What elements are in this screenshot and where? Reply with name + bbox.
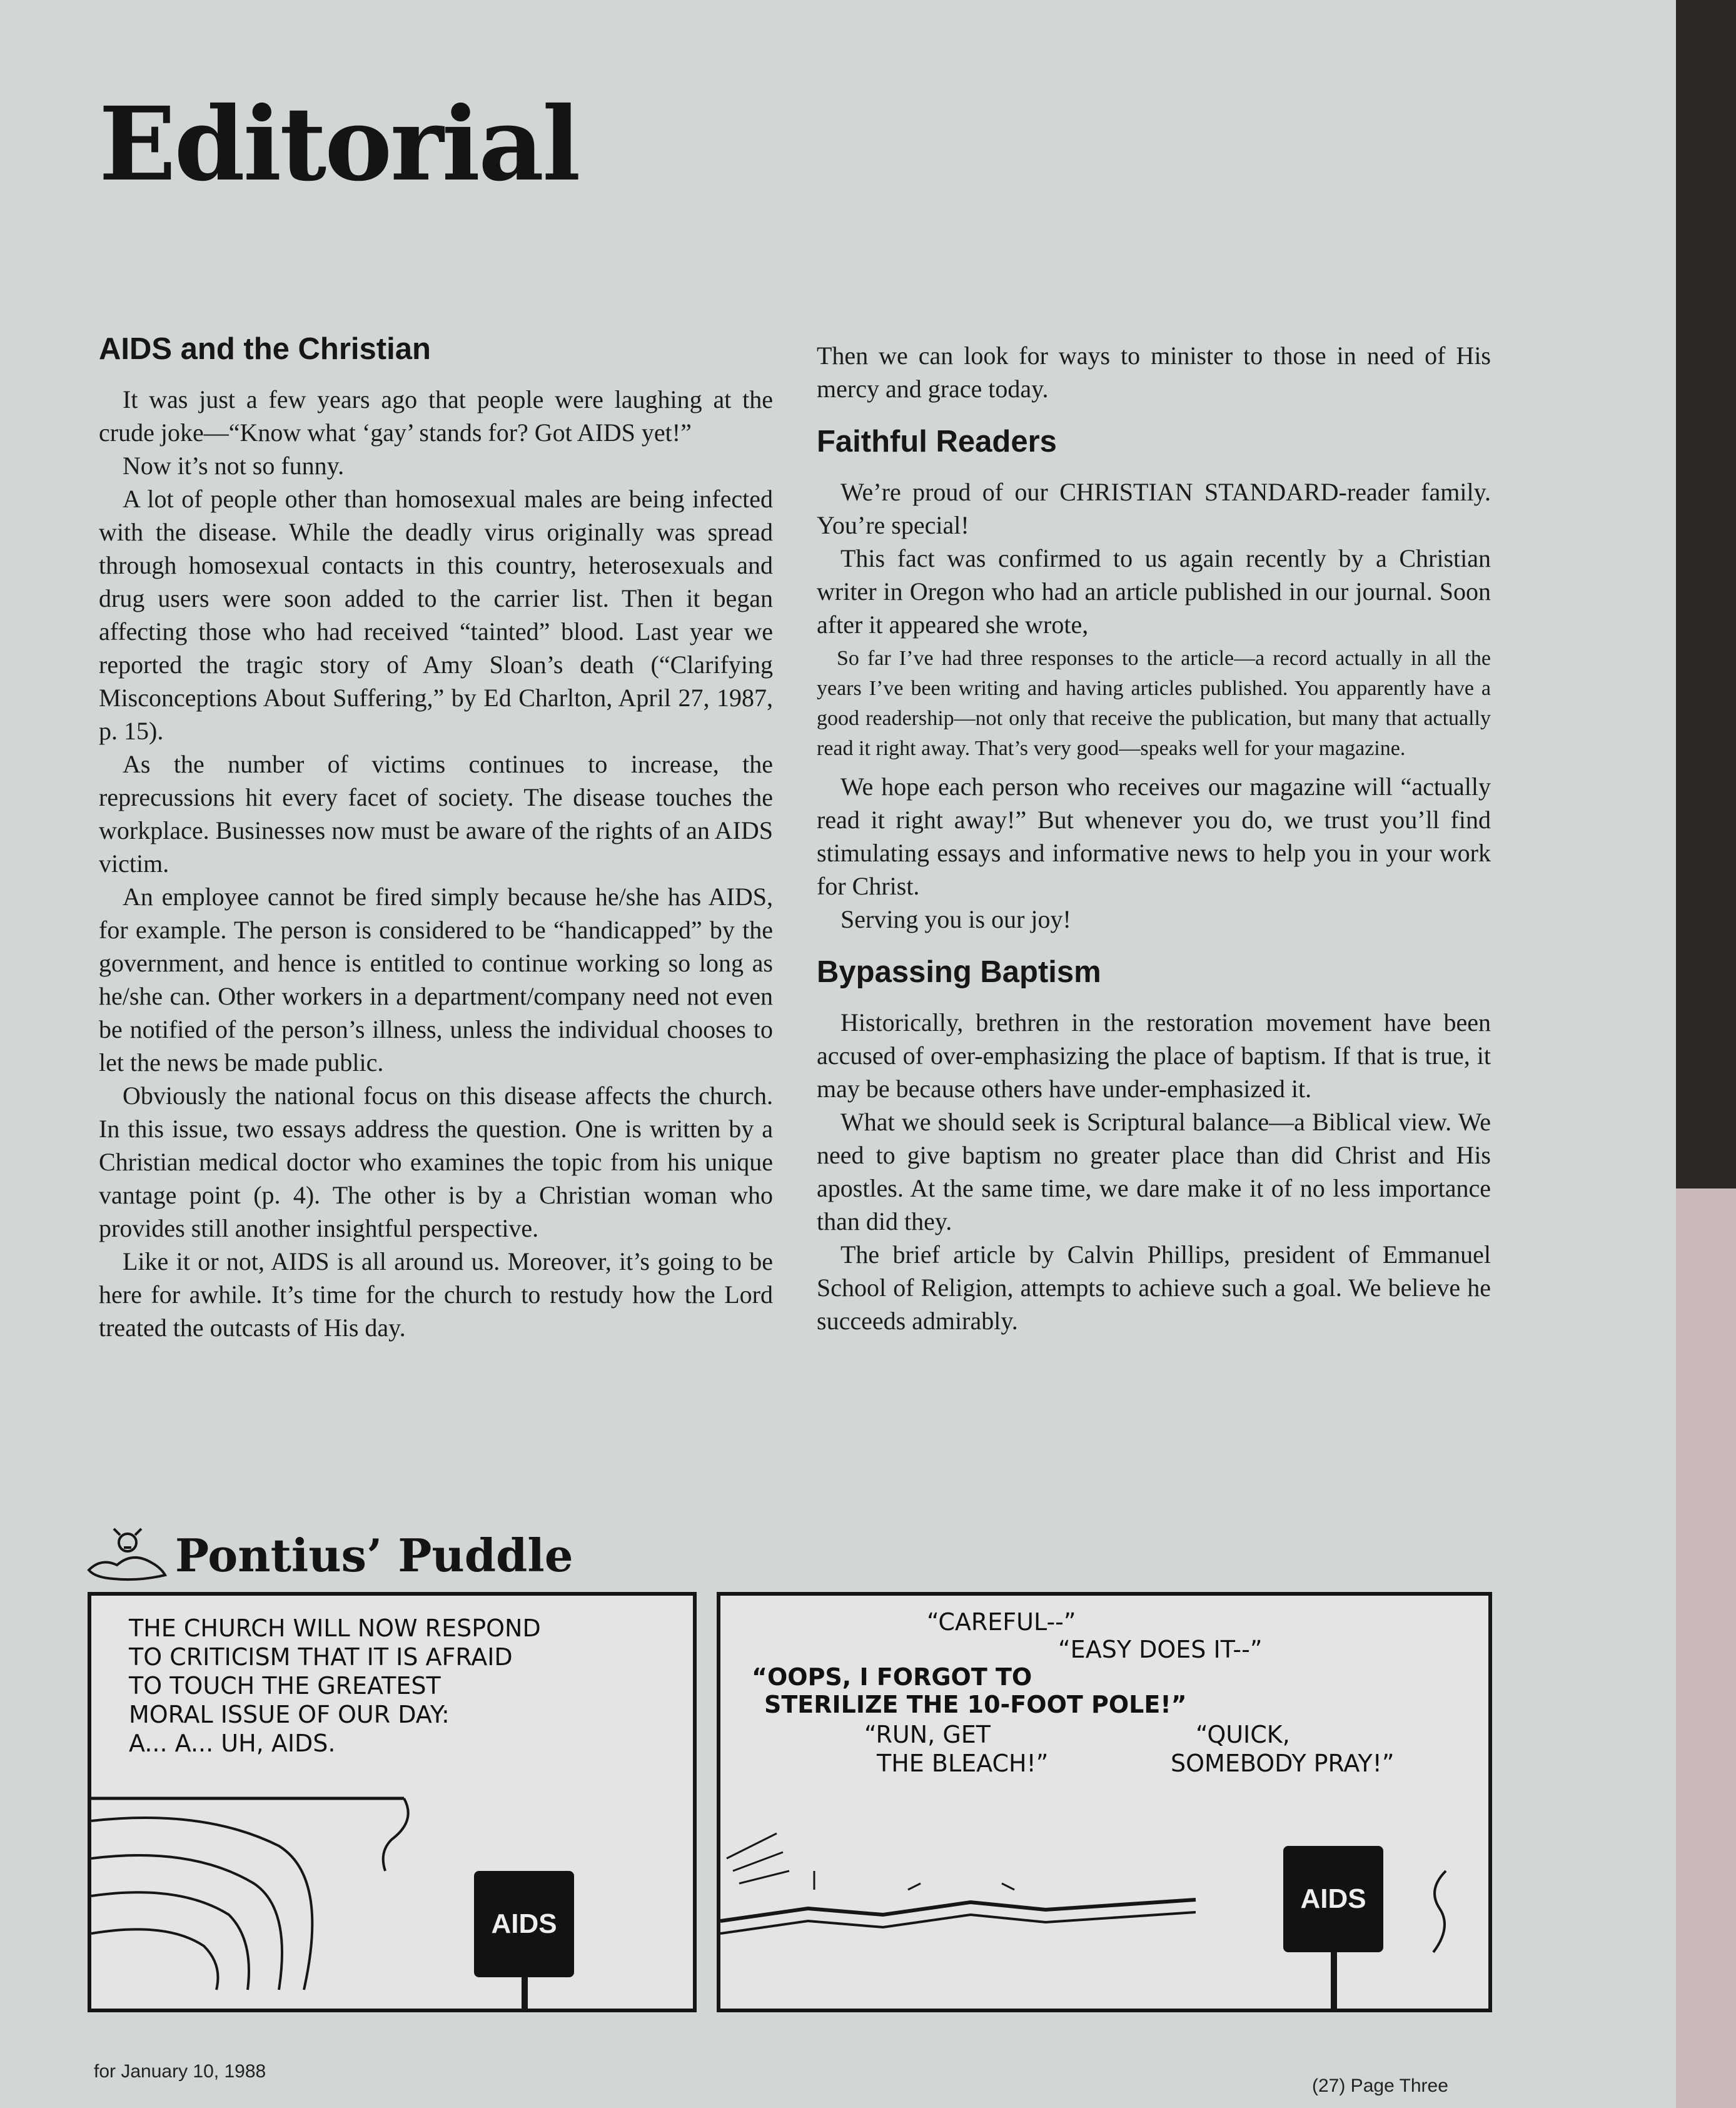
heading-aids: AIDS and the Christian (99, 332, 431, 366)
ten-foot-pole-drawing (720, 1796, 1283, 1984)
sign-post (522, 1977, 528, 2009)
paragraph: Like it or not, AIDS is all around us. Moreover, it’s going to be here for awhile. It’s time for the church to restudy how the Lord treated the outcasts of His day. (99, 1247, 773, 1342)
paragraph: Obviously the national focus on this disease affects the church. In this issue, two essays address the question. One is written by a Christian medical doctor who examines the topic from his unique vantage point (p. 4). The other is by a Christian woman who provides still another insightful perspective. (99, 1082, 773, 1242)
left-column (99, 313, 773, 1344)
speech-easy: “EASY DOES IT--” (1058, 1636, 1263, 1663)
page-number: (27) Page Three (1312, 2075, 1448, 2096)
caption-line: MORAL ISSUE OF OUR DAY: (129, 1701, 450, 1728)
comic-title-text: Pontius’ Puddle (175, 1529, 573, 1582)
speech-run: “RUN, GET (864, 1721, 991, 1748)
paragraph: A lot of people other than homosexual males are being infected with the disease. While the deadly virus originally was spread through homosexual contacts in this country, heterosexuals and drug users were soon added to the carrier list. Then it began affecting those who had received “tainted” blood. Last year we reported the tragic story of Amy Sloan’s death (“Clarifying Misconceptions About Suffering,” by Ed Charlton, April 27, 1987, p. 15). (99, 485, 773, 745)
speech-oops: STERILIZE THE 10-FOOT POLE!” (764, 1691, 1187, 1718)
caption-line: TO CRITICISM THAT IT IS AFRAID (129, 1643, 513, 1671)
speech-careful: “CAREFUL--” (927, 1608, 1076, 1636)
heading-faithful-readers: Faithful Readers (817, 425, 1057, 459)
paragraph: Then we can look for ways to minister to those in need of His mercy and grace today. (817, 342, 1491, 403)
comic-panel-1 (88, 1592, 697, 2012)
aids-sign: AIDS (1283, 1846, 1383, 1952)
reader-quote: So far I’ve had three responses to the article—a record actually in all the years I’ve been writing and having articles published. You apparently have a good readership—not only that receive the publication, but many that actually read it right away. That’s very good—speaks well for your magazine. (817, 647, 1491, 760)
paragraph: It was just a few years ago that people were laughing at the crude joke—“Know what ‘gay’ stands for? Got AIDS yet!” (99, 385, 773, 447)
paragraph: Serving you is our joy! (840, 905, 1071, 933)
aids-sign: AIDS (474, 1871, 574, 1977)
issue-date: for January 10, 1988 (94, 2061, 266, 2082)
paragraph: As the number of victims continues to increase, the reprecussions hit every facet of society. The disease touches the workplace. Businesses now must be aware of the rights of an AIDS victim. (99, 750, 773, 878)
masthead: Editorial (99, 85, 579, 204)
paragraph: We’re proud of our CHRISTIAN STANDARD-reader family. You’re special! (817, 478, 1491, 539)
speech-quick: “QUICK, (1196, 1721, 1290, 1748)
speech-quick: SOMEBODY PRAY!” (1171, 1750, 1395, 1777)
puddle-logo-icon (83, 1526, 170, 1583)
caption-line: TO TOUCH THE GREATEST (129, 1672, 441, 1700)
sign-post (1331, 1952, 1337, 2009)
paragraph: What we should seek is Scriptural balance—a Biblical view. We need to give baptism no greater place than did Christ and His apostles. At the same time, we dare make it of no less importance than did they. (817, 1108, 1491, 1235)
paragraph: Historically, brethren in the restoration movement have been accused of over-emphasizing the place of baptism. If that is true, it may be because others have under-emphasized it. (817, 1008, 1491, 1103)
artist-signature (1421, 1865, 1458, 1959)
puddle-waves-drawing (91, 1783, 442, 1996)
speech-oops: “OOPS, I FORGOT TO (752, 1663, 1032, 1691)
paragraph: The brief article by Calvin Phillips, president of Emmanuel School of Religion, attempts to achieve such a goal. We believe he succeeds admirably. (817, 1240, 1491, 1335)
speech-run: THE BLEACH!” (877, 1750, 1049, 1777)
heading-bypassing-baptism: Bypassing Baptism (817, 955, 1101, 989)
paragraph: Now it’s not so funny. (123, 452, 345, 480)
paragraph: This fact was confirmed to us again recently by a Christian writer in Oregon who had an article published in our journal. Soon after it appeared she wrote, (817, 544, 1491, 639)
right-column (817, 313, 1491, 1337)
caption-line: THE CHURCH WILL NOW RESPOND (129, 1614, 541, 1642)
caption-line: A... A... UH, AIDS. (129, 1730, 336, 1757)
paragraph: An employee cannot be fired simply because he/she has AIDS, for example. The person is considered to be “handicapped” by the government, and hence is entitled to continue working so long as he/she can. Other workers in a department/company need not even be notified of the person’s illness, unless the individual chooses to let the news be made public. (99, 883, 773, 1077)
comic-panel-2 (717, 1592, 1492, 2012)
paragraph: We hope each person who receives our magazine will “actually read it right away!” But whenever you do, we trust you’ll find stimulating essays and informative news to help you in your work for Christ. (817, 773, 1491, 900)
